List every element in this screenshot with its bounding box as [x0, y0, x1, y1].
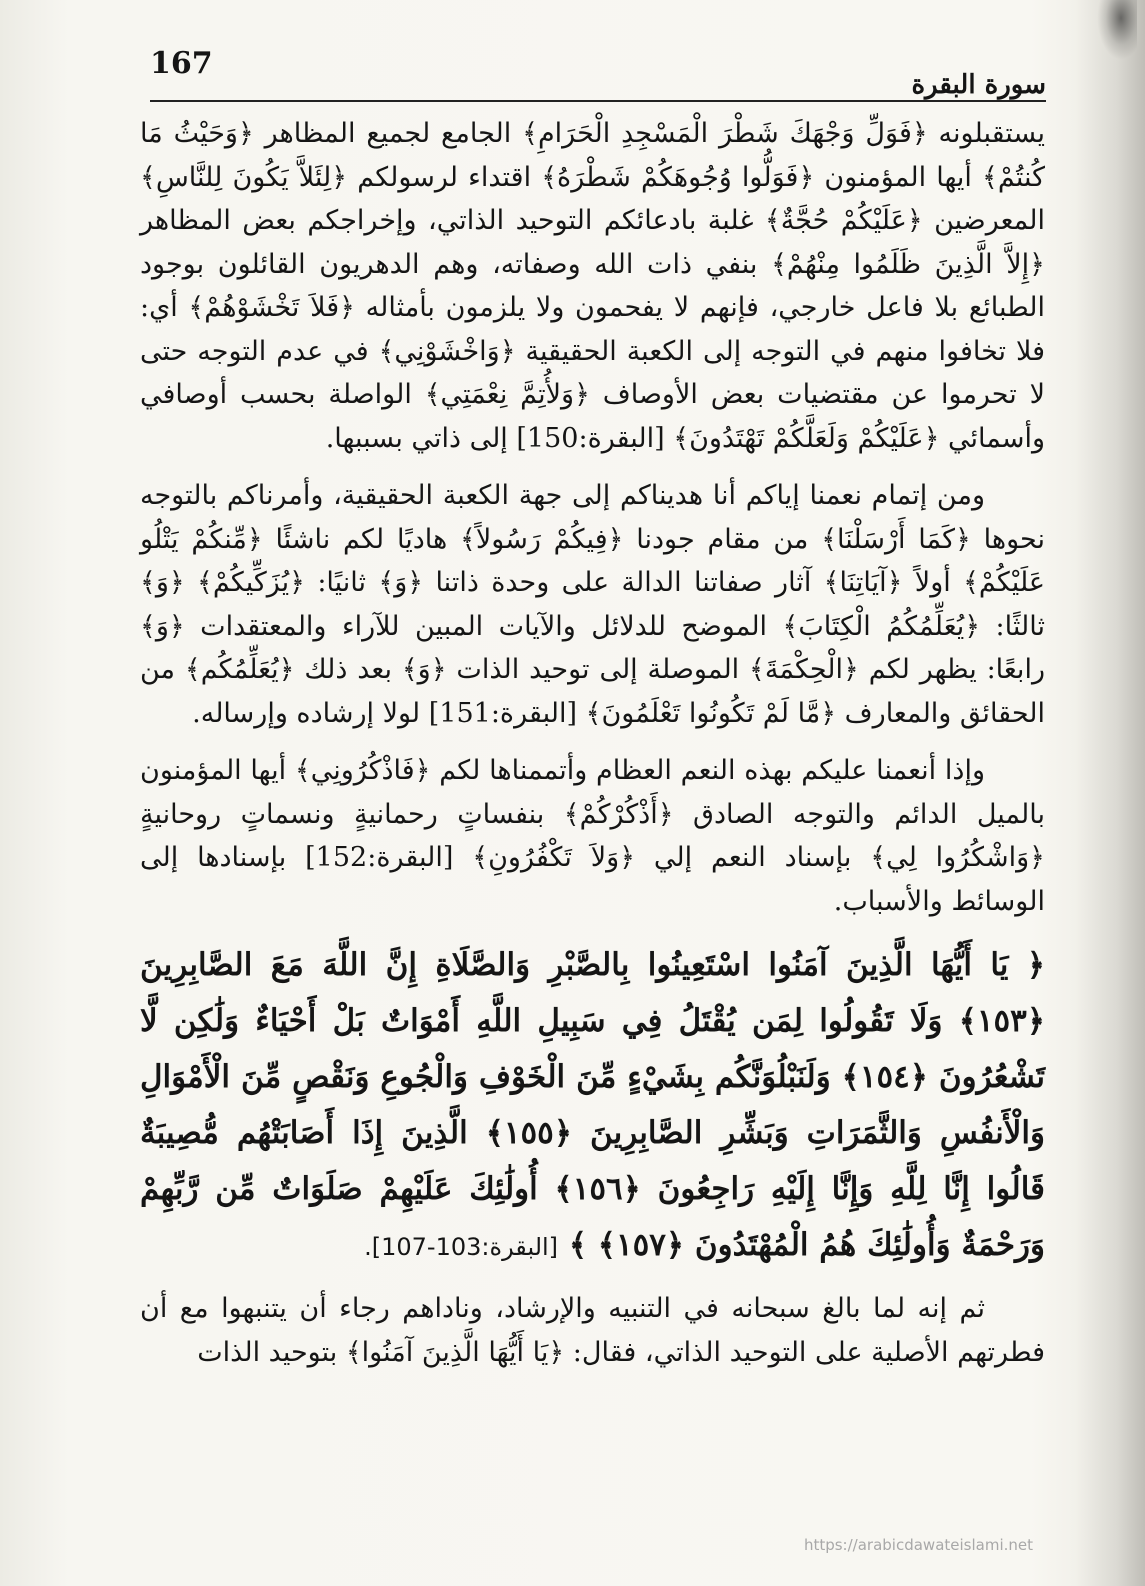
page-content	[140, 112, 1045, 1388]
paragraph-1: يستقبلونه ﴿فَوَلِّ وَجْهَكَ شَطْرَ الْمَسْجِدِ الْحَرَامِ﴾ الجامع لجميع المظاهر ﴿وَحَيْثُ مَا كُنتُمْ﴾ أيها المؤمنون ﴿فَوَلُّوا وُجُوهَكُمْ شَطْرَهُ﴾ اقتداء لرسولكم ﴿لِئَلاَّ يَكُونَ لِلنَّاسِ﴾ المعرضين ﴿عَلَيْكُمْ حُجَّةٌ﴾ غلبة بادعائكم التوحيد الذاتي، وإخراجكم بعض المظاهر ﴿إِلاَّ الَّذِينَ ظَلَمُوا مِنْهُمْ﴾ بنفي ذات الله وصفاته، وهم الدهريون القائلون بوجود الطبائع بلا فاعل خارجي، فإنهم لا يفحمون ولا يلزمون بأمثاله ﴿فَلاَ تَخْشَوْهُمْ﴾ أي: فلا تخافوا منهم في التوجه إلى الكعبة الحقيقية ﴿وَاخْشَوْنِي﴾ في عدم التوجه حتى لا تحرموا عن مقتضيات بعض الأوصاف ﴿وَلأُتِمَّ نِعْمَتِي﴾ الواصلة بحسب أوصافي وأسمائي ﴿عَلَيْكُمْ وَلَعَلَّكُمْ تَهْتَدُونَ﴾ [البقرة:150] إلى ذاتي بسببها.	[140, 118, 1045, 454]
watermark-url: https://arabicdawateislami.net	[803, 1536, 1033, 1554]
surah-title: سورة البقرة	[911, 70, 1046, 100]
paragraph-2: ومن إتمام نعمنا إياكم أنا هديناكم إلى جهة الكعبة الحقيقية، وأمرناكم بالتوجه نحوها ﴿كَمَا أَرْسَلْنَا﴾ من مقام جودنا ﴿فِيكُمْ رَسُولاً﴾ هاديًا لكم ناشئًا ﴿مِّنكُمْ يَتْلُو عَلَيْكُمْ﴾ أولاً ﴿آيَاتِنَا﴾ آثار صفاتنا الدالة على وحدة ذاتنا ﴿وَ﴾ ثانيًا: ﴿يُزَكِّيكُمْ﴾ ﴿وَ﴾ ثالثًا: ﴿يُعَلِّمُكُمُ الْكِتَابَ﴾ الموضح للدلائل والآيات المبين للآراء والمعتقدات ﴿وَ﴾ رابعًا: يظهر لكم ﴿الْحِكْمَةَ﴾ الموصلة إلى توحيد الذات ﴿وَ﴾ بعد ذلك ﴿يُعَلِّمُكُم﴾ من الحقائق والمعارف ﴿مَّا لَمْ تَكُونُوا تَعْلَمُونَ﴾ [البقرة:151] لولا إرشاده وإرساله.	[140, 480, 1045, 729]
quran-verses-block	[140, 937, 1045, 1275]
quran-verses-text: ﴿ يَا أَيُّهَا الَّذِينَ آمَنُوا اسْتَعِينُوا بِالصَّبْرِ وَالصَّلَاةِ إِنَّ اللَّهَ مَعَ الصَّابِرِينَ ﴿١٥٣﴾ وَلَا تَقُولُوا لِمَن يُقْتَلُ فِي سَبِيلِ اللَّهِ أَمْوَاتٌ بَلْ أَحْيَاءٌ وَلَٰكِن لَّا تَشْعُرُونَ ﴿١٥٤﴾ وَلَنَبْلُوَنَّكُم بِشَيْءٍ مِّنَ الْخَوْفِ وَالْجُوعِ وَنَقْصٍ مِّنَ الْأَمْوَالِ وَالْأَنفُسِ وَالثَّمَرَاتِ وَبَشِّرِ الصَّابِرِينَ ﴿١٥٥﴾ الَّذِينَ إِذَا أَصَابَتْهُم مُّصِيبَةٌ قَالُوا إِنَّا لِلَّهِ وَإِنَّا إِلَيْهِ رَاجِعُونَ ﴿١٥٦﴾ أُولَٰئِكَ عَلَيْهِمْ صَلَوَاتٌ مِّن رَّبِّهِمْ وَرَحْمَةٌ وَأُولَٰئِكَ هُمُ الْمُهْتَدُونَ ﴿١٥٧﴾ ﴾	[140, 947, 1045, 1263]
quran-reference: [البقرة:103-107].	[364, 1233, 559, 1261]
page-number: 167	[150, 46, 213, 81]
scan-corner-mark	[1097, 0, 1137, 60]
header-rule	[150, 100, 1046, 102]
page-edge-shadow	[1075, 0, 1145, 1586]
paragraph-3: وإذا أنعمنا عليكم بهذه النعم العظام وأتممناها لكم ﴿فَاذْكُرُونِي﴾ أيها المؤمنون بالميل الدائم والتوجه الصادق ﴿أَذْكُرْكُمْ﴾ بنفساتٍ رحمانيةٍ ونسماتٍ روحانيةٍ ﴿وَاشْكُرُوا لِي﴾ بإسناد النعم إلي ﴿وَلاَ تَكْفُرُونِ﴾ [البقرة:152] بإسنادها إلى الوسائط والأسباب.	[140, 755, 1045, 917]
paragraph-final: ثم إنه لما بالغ سبحانه في التنبيه والإرشاد، وناداهم رجاء أن يتنبهوا مع أن فطرتهم الأصلية على التوحيد الذاتي، فقال: ﴿يَا أَيُّهَا الَّذِينَ آمَنُوا﴾ بتوحيد الذات	[140, 1293, 1045, 1368]
page-header	[150, 46, 1046, 106]
